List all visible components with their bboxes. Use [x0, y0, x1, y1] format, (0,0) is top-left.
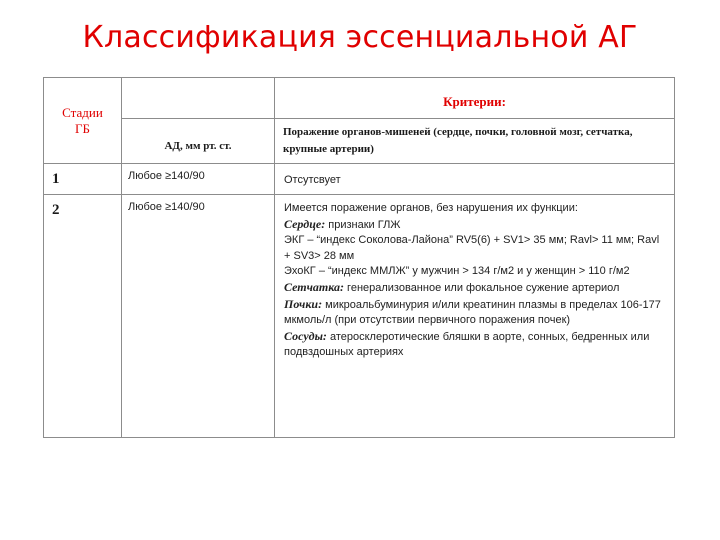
kidney-line	[284, 297, 664, 329]
organs-description	[275, 195, 675, 438]
subheader-row	[44, 119, 675, 164]
table-row	[44, 195, 675, 438]
vessels-text: атеросклеротические бляшки в аорте, сонных, бедренных или подвздошных артериях	[284, 330, 650, 359]
heart-label: Сердце:	[284, 216, 326, 231]
header-empty-cell	[122, 78, 275, 119]
organs-value: Отсутсвует	[275, 164, 675, 195]
organs-intro: Имеется поражение органов, без нарушения их функции:	[284, 202, 578, 214]
kidney-text: микроальбуминурия и/или креатинин плазмы в пределах 106-177 мкмоль/л (при отсутствии первичного поражения почек)	[284, 298, 661, 327]
retina-line	[284, 280, 664, 297]
stage-header-line2: ГБ	[75, 121, 90, 136]
stage-header-cell	[44, 78, 122, 164]
header-row	[44, 78, 675, 119]
organs-header: Поражение органов-мишеней (сердце, почки, головной мозг, сетчатка, крупные артерии)	[275, 119, 675, 164]
heart-line	[284, 217, 664, 234]
criteria-header: Критерии:	[275, 78, 675, 119]
kidney-label: Почки:	[284, 296, 323, 311]
table-row	[44, 164, 675, 195]
stage-number: 1	[44, 164, 122, 195]
vessels-line	[284, 329, 664, 361]
retina-label: Сетчатка:	[284, 279, 344, 294]
bp-value: Любое ≥140/90	[122, 164, 275, 195]
classification-table	[43, 77, 675, 438]
heart-text: признаки ГЛЖ	[325, 218, 401, 231]
ecg-line: ЭКГ – “индекс Соколова-Лайона” RV5(6) + SV1> 35 мм; Ravl> 11 мм; Ravl + SV3> 28 мм	[284, 234, 660, 262]
bp-value: Любое ≥140/90	[122, 195, 275, 438]
stage-number: 2	[44, 195, 122, 438]
vessels-label: Сосуды:	[284, 328, 327, 343]
retina-text: генерализованное или фокальное сужение артериол	[344, 281, 620, 294]
stage-header-line1: Стадии	[62, 105, 103, 120]
bp-header: АД, мм рт. ст.	[122, 119, 275, 164]
slide-title: Классификация эссенциальной АГ	[82, 20, 638, 55]
echo-line: ЭхоКГ – “индекс ММЛЖ” у мужчин > 134 г/м2 и у женщин > 110 г/м2	[284, 265, 630, 278]
